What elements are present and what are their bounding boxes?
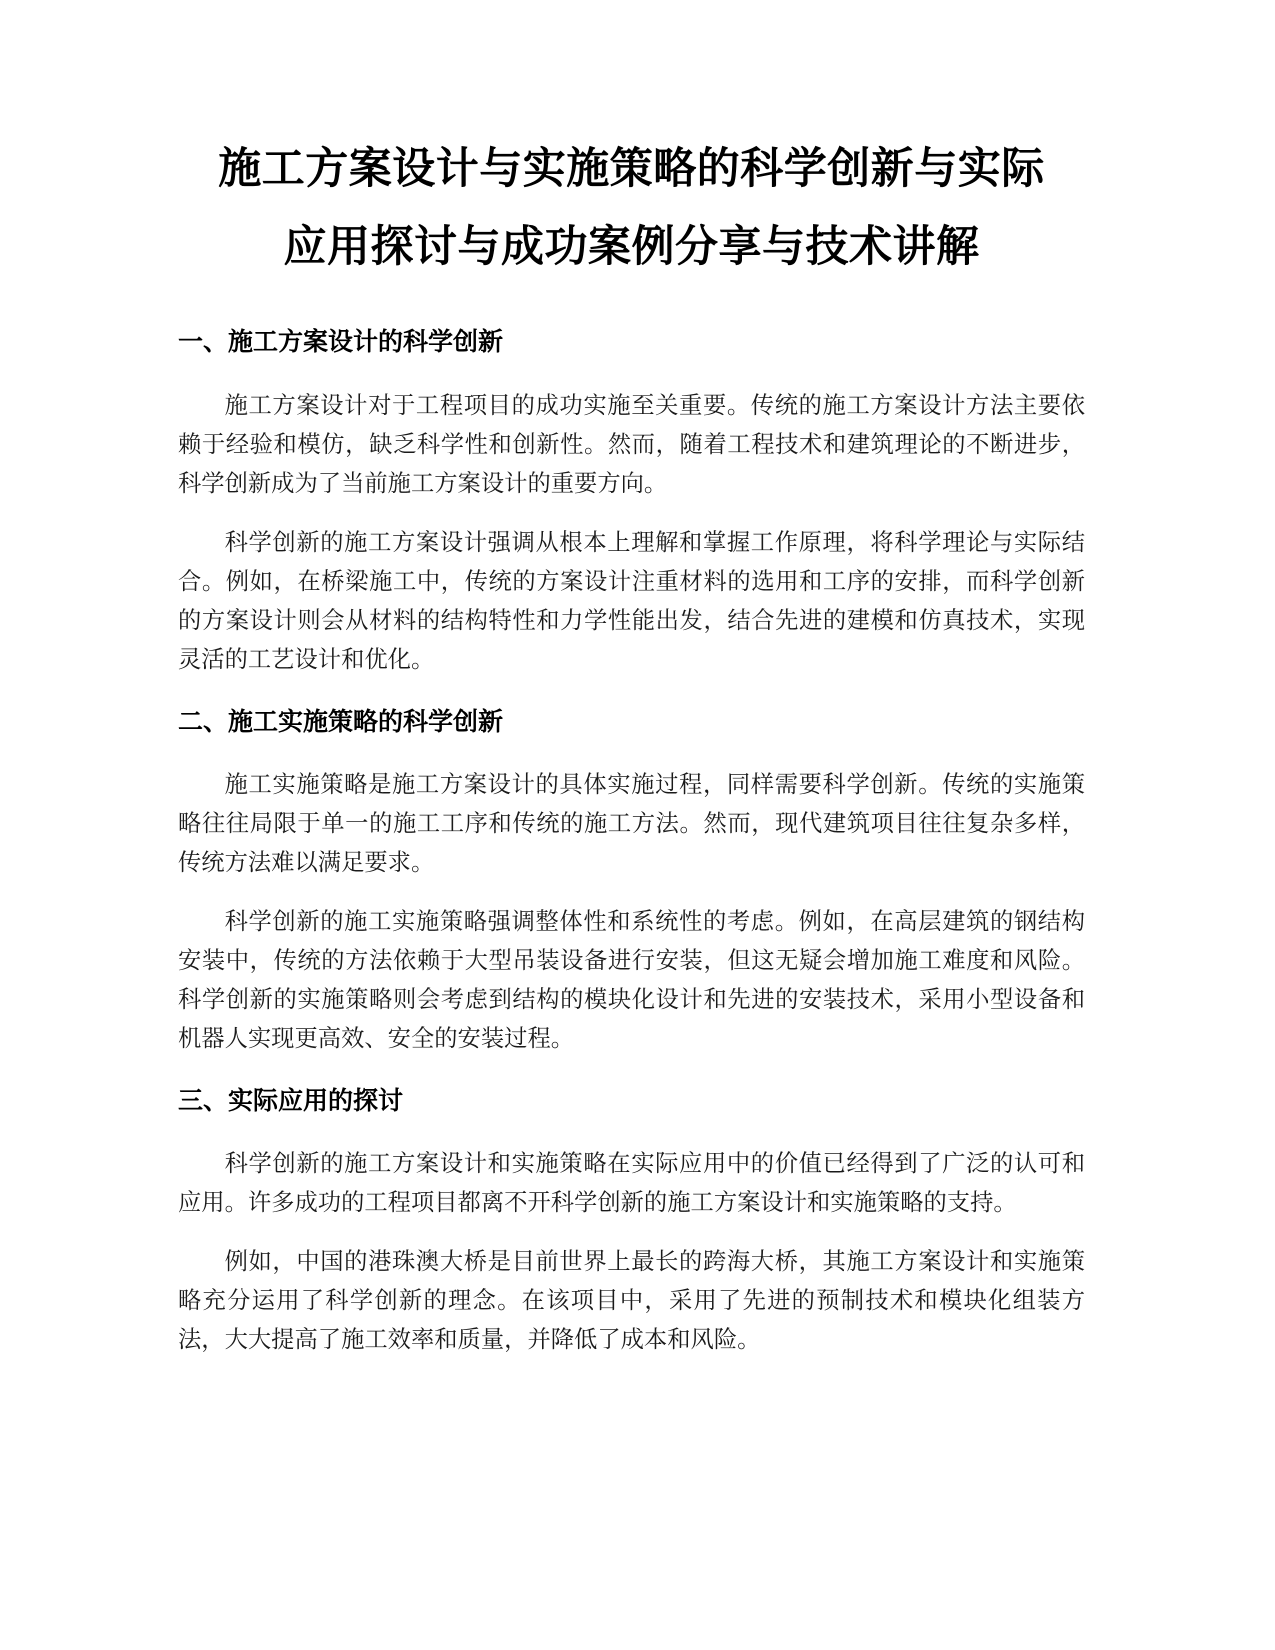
section-heading: 一、施工方案设计的科学创新 — [178, 327, 504, 356]
section-2 — [178, 702, 1085, 1058]
document-page — [178, 130, 1085, 1359]
paragraph: 施工方案设计对于工程项目的成功实施至关重要。传统的施工方案设计方法主要依赖于经验和模仿，缺乏科学性和创新性。然而，随着工程技术和建筑理论的不断进步，科学创新成为了当前施工方案设计的重要方向。 — [178, 392, 1085, 497]
document-title — [178, 130, 1085, 286]
title-line-1: 施工方案设计与实施策略的科学创新与实际 — [218, 144, 1045, 194]
paragraph: 施工实施策略是施工方案设计的具体实施过程，同样需要科学创新。传统的实施策略往往局限于单一的施工工序和传统的施工方法。然而，现代建筑项目往往复杂多样，传统方法难以满足要求。 — [178, 771, 1085, 876]
paragraph: 科学创新的施工方案设计和实施策略在实际应用中的价值已经得到了广泛的认可和应用。许多成功的工程项目都离不开科学创新的施工方案设计和实施策略的支持。 — [178, 1150, 1085, 1216]
section-3 — [178, 1081, 1085, 1359]
section-heading: 二、施工实施策略的科学创新 — [178, 707, 504, 736]
paragraph: 科学创新的施工方案设计强调从根本上理解和掌握工作原理，将科学理论与实际结合。例如，在桥梁施工中，传统的方案设计注重材料的选用和工序的安排，而科学创新的方案设计则会从材料的结构特性和力学性能出发，结合先进的建模和仿真技术，实现灵活的工艺设计和优化。 — [178, 529, 1085, 673]
title-line-2: 应用探讨与成功案例分享与技术讲解 — [283, 222, 980, 272]
paragraph: 科学创新的施工实施策略强调整体性和系统性的考虑。例如，在高层建筑的钢结构安装中，传统的方法依赖于大型吊装设备进行安装，但这无疑会增加施工难度和风险。科学创新的实施策略则会考虑到结构的模块化设计和先进的安装技术，采用小型设备和机器人实现更高效、安全的安装过程。 — [178, 908, 1085, 1052]
paragraph: 例如，中国的港珠澳大桥是目前世界上最长的跨海大桥，其施工方案设计和实施策略充分运用了科学创新的理念。在该项目中，采用了先进的预制技术和模块化组装方法，大大提高了施工效率和质量，并降低了成本和风险。 — [178, 1248, 1085, 1353]
section-heading: 三、实际应用的探讨 — [178, 1086, 404, 1115]
section-1 — [178, 322, 1085, 679]
